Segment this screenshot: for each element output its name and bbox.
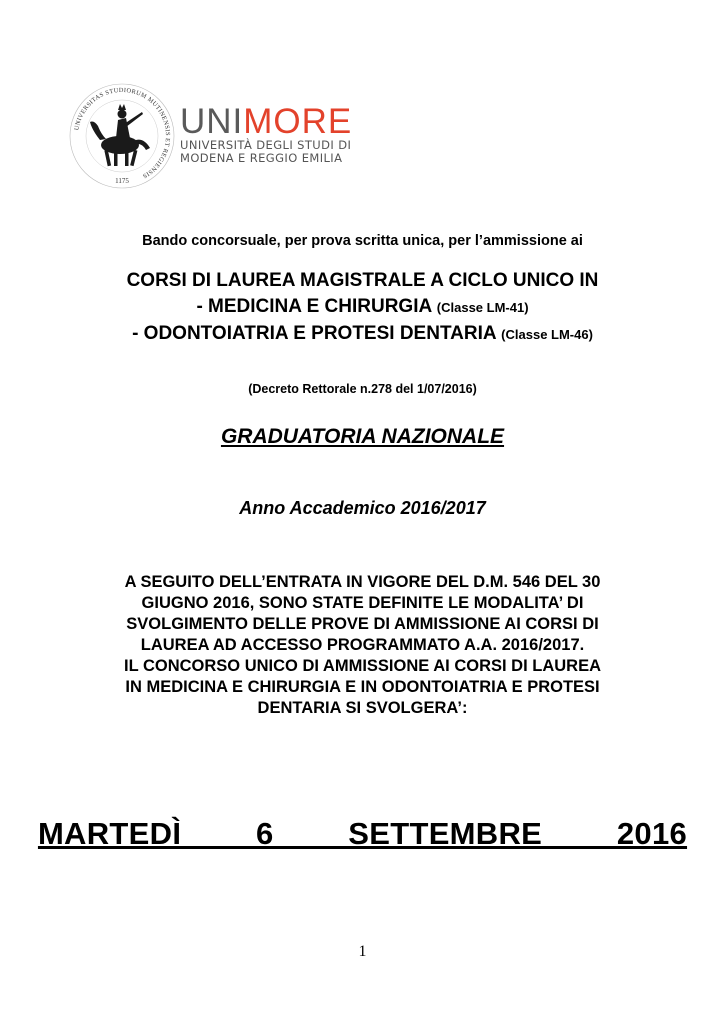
notice-paragraph <box>70 572 655 719</box>
medicina-label: - MEDICINA E CHIRURGIA <box>196 296 432 317</box>
notice-line: A SEGUITO DELL’ENTRATA IN VIGORE DEL D.M. 546 DEL 30 <box>124 573 601 591</box>
notice-line: SVOLGIMENTO DELLE PROVE DI AMMISSIONE AI CORSI DI <box>126 615 599 633</box>
brand-line-1: UNIVERSITÀ DEGLI STUDI DI <box>180 138 352 152</box>
seal-year: 1175 <box>115 177 129 185</box>
page-number: 1 <box>358 943 367 960</box>
notice-line: DENTARIA SI SVOLGERA’: <box>257 699 468 717</box>
odontoiatria-class: (Classe LM-46) <box>501 327 593 342</box>
notice-line: GIUGNO 2016, SONO STATE DEFINITE LE MODALITA’ DI <box>141 594 584 612</box>
intro-text: Bando concorsuale, per prova scritta unica, per l’ammissione ai <box>142 233 583 249</box>
degree-title-line-2 <box>0 294 725 321</box>
odontoiatria-label: - ODONTOIATRIA E PROTESI DENTARIA <box>132 323 496 344</box>
degree-title-line-3 <box>0 321 725 348</box>
degree-title-line-1: CORSI DI LAUREA MAGISTRALE A CICLO UNICO IN <box>126 270 599 291</box>
svg-text:UNIVERSITAS STUDIORUM MUTINENS: UNIVERSITAS STUDIORUM MUTINENSIS ET REGIENSIS <box>73 86 172 180</box>
university-seal-icon <box>68 82 176 190</box>
medicina-class: (Classe LM-41) <box>436 300 529 315</box>
brand-uni: UNI <box>180 102 244 141</box>
graduatoria-heading: GRADUATORIA NAZIONALE <box>220 425 505 448</box>
horseman-figure <box>90 104 150 166</box>
decreto-reference: (Decreto Rettorale n.278 del 1/07/2016) <box>248 382 477 396</box>
brand-line-2: MODENA E REGGIO EMILIA <box>180 151 343 165</box>
brand-more: MORE <box>243 102 353 141</box>
notice-line: IN MEDICINA E CHIRURGIA E IN ODONTOIATRIA E PROTESI <box>125 678 600 696</box>
notice-line: IL CONCORSO UNICO DI AMMISSIONE AI CORSI DI LAUREA <box>124 657 601 675</box>
unimore-logo <box>68 82 353 192</box>
notice-line: LAUREA AD ACCESSO PROGRAMMATO A.A. 2016/2017. <box>140 636 585 654</box>
degree-title <box>0 268 725 348</box>
brand-wordmark <box>180 104 352 165</box>
academic-year: Anno Accademico 2016/2017 <box>239 498 486 518</box>
exam-date: MARTEDÌ 6 SETTEMBRE 2016 <box>37 816 688 851</box>
brand-name <box>180 104 352 139</box>
